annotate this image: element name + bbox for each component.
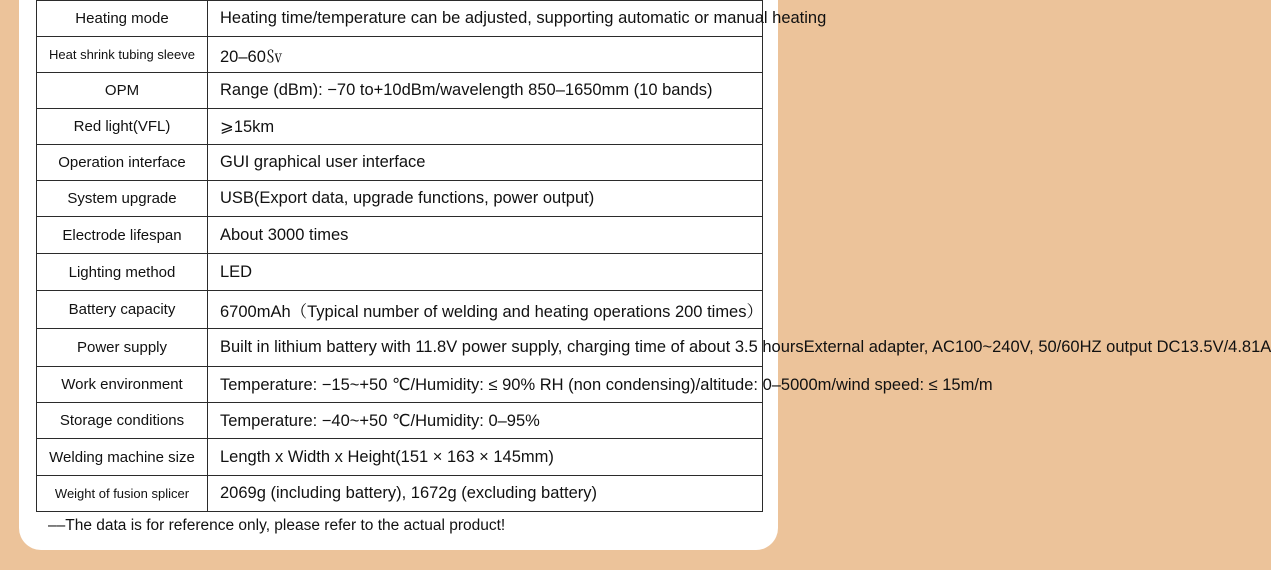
- row-value: Temperature: −40~+50 ℃/Humidity: 0–95%: [208, 403, 763, 439]
- row-label: Heating mode: [37, 1, 208, 37]
- spec-table: [36, 0, 1271, 512]
- row-label: Battery capacity: [37, 291, 208, 329]
- row-value: 20–60㏜: [208, 37, 763, 73]
- row-label: Electrode lifespan: [37, 217, 208, 254]
- table-row: [37, 329, 763, 367]
- table-row: [37, 439, 763, 476]
- table-row: [37, 145, 763, 181]
- row-value: Built in lithium battery with 11.8V power supply, charging time of about 3.5 hoursExternal adapter, AC100~240V, 50/60HZ output DC13.5V/4.81A: [208, 329, 763, 367]
- table-row: [37, 403, 763, 439]
- table-row: [37, 367, 763, 403]
- table-row: [37, 181, 763, 217]
- row-label: Red light(VFL): [37, 109, 208, 145]
- row-label: Work environment: [37, 367, 208, 403]
- table-row: [37, 291, 763, 329]
- row-label: Operation interface: [37, 145, 208, 181]
- row-value: Range (dBm): −70 to+10dBm/wavelength 850–1650mm (10 bands): [208, 73, 763, 109]
- table-row: [37, 73, 763, 109]
- row-label: Heat shrink tubing sleeve: [37, 37, 208, 73]
- table-row: [37, 254, 763, 291]
- row-value: About 3000 times: [208, 217, 763, 254]
- row-label: Lighting method: [37, 254, 208, 291]
- row-value: 2069g (including battery), 1672g (excluding battery): [208, 476, 763, 512]
- row-value: ⩾15km: [208, 109, 763, 145]
- row-value: Heating time/temperature can be adjusted, supporting automatic or manual heating: [208, 1, 763, 37]
- row-label: Storage conditions: [37, 403, 208, 439]
- row-label: Power supply: [37, 329, 208, 367]
- row-label: System upgrade: [37, 181, 208, 217]
- row-value: LED: [208, 254, 763, 291]
- table-row: [37, 109, 763, 145]
- table-row: [37, 1, 763, 37]
- disclaimer-note: ––The data is for reference only, please refer to the actual product!: [48, 517, 506, 534]
- row-value: Temperature: −15~+50 ℃/Humidity: ≤ 90% RH (non condensing)/altitude: 0–5000m/wind speed: ≤ 15m/m: [208, 367, 763, 403]
- row-label: OPM: [37, 73, 208, 109]
- table-row: [37, 37, 763, 73]
- table-row: [37, 217, 763, 254]
- row-label: Welding machine size: [37, 439, 208, 476]
- row-label: Weight of fusion splicer: [37, 476, 208, 512]
- table-row: [37, 476, 763, 512]
- row-value: Length x Width x Height(151 × 163 × 145mm): [208, 439, 763, 476]
- row-value: 6700mAh（Typical number of welding and heating operations 200 times）: [208, 291, 763, 329]
- row-value: USB(Export data, upgrade functions, power output): [208, 181, 763, 217]
- row-value: GUI graphical user interface: [208, 145, 763, 181]
